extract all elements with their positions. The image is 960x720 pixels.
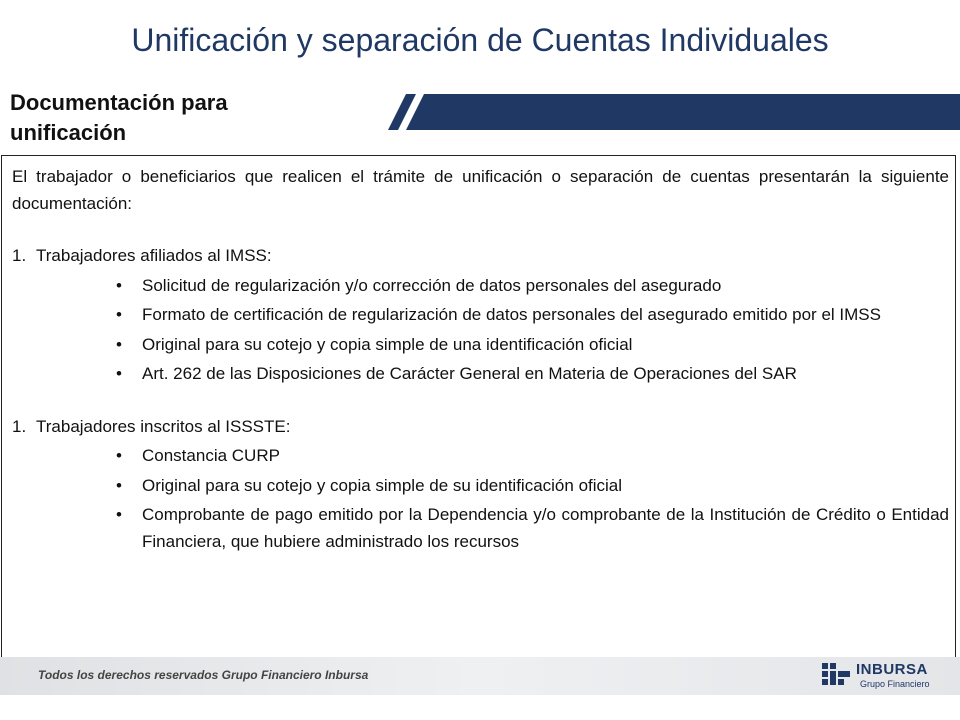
bullet-icon: •: [116, 334, 122, 354]
group-label: Trabajadores afiliados al IMSS:: [36, 246, 272, 265]
content-box: [1, 155, 956, 659]
bullet-icon: •: [116, 475, 122, 495]
bullet-icon: •: [116, 505, 122, 524]
bullet-icon: •: [116, 446, 122, 465]
slide-title: Unificación y separación de Cuentas Individuales: [131, 22, 829, 58]
list-item-text: Solicitud de regularización y/o corrección de datos personales del asegurado: [142, 275, 722, 295]
list-item: [12, 302, 949, 329]
section-heading: Documentación para unificación: [10, 90, 228, 145]
list-item-text: Original para su cotejo y copia simple de su identificación oficial: [142, 475, 623, 495]
list-item: [12, 473, 949, 500]
list-item: [12, 332, 949, 359]
list-item-text: Original para su cotejo y copia simple de una identificación oficial: [142, 334, 633, 354]
logo-subtitle: Grupo Financiero: [860, 679, 930, 689]
inbursa-logo-icon: [820, 659, 854, 693]
list-item: [12, 502, 949, 555]
bullet-icon: •: [116, 364, 122, 383]
bullet-list-issste: [12, 443, 949, 555]
bullet-list-imss: [12, 273, 949, 388]
list-item-text: Formato de certificación de regularización de datos personales del asegurado emitido por el IMSS: [142, 305, 881, 324]
intro-text: El trabajador o beneficiarios que realicen el trámite de unificación o separación de cuentas presentarán la siguiente documentación:: [12, 167, 949, 213]
group-header-issste: [12, 414, 949, 441]
list-item: [12, 443, 949, 470]
copyright-text: Todos los derechos reservados Grupo Financiero Inbursa: [38, 668, 369, 682]
group-label: Trabajadores inscritos al ISSSTE:: [36, 416, 291, 436]
footer-bar: [0, 657, 960, 695]
list-item-text: Constancia CURP: [142, 446, 280, 465]
group-header-imss: [12, 243, 949, 270]
list-item: [12, 273, 949, 300]
list-item-text: Art. 262 de las Disposiciones de Carácter General en Materia de Operaciones del SAR: [142, 364, 797, 383]
bullet-icon: •: [116, 305, 122, 324]
accent-stripes: [388, 94, 960, 130]
logo-name: INBURSA: [856, 661, 928, 678]
list-item-text: Comprobante de pago emitido por la Dependencia y/o comprobante de la Institución de Crédito o Entidad Financiera, que hubiere administrado los recursos: [142, 505, 949, 551]
list-item: [12, 361, 949, 388]
inbursa-logo: [820, 659, 956, 693]
group-number: 1.: [12, 416, 27, 436]
group-number: 1.: [12, 246, 27, 265]
bullet-icon: •: [116, 275, 122, 295]
content-body: [12, 164, 949, 555]
